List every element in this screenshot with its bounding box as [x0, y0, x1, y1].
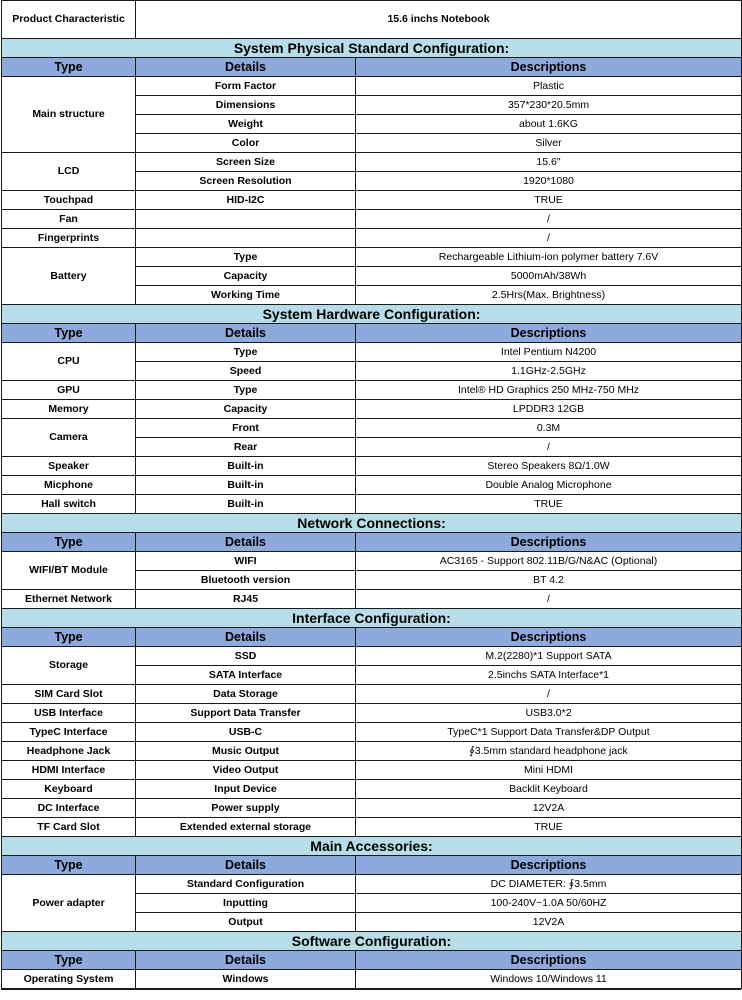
- type-cell-micphone: Micphone: [2, 476, 136, 495]
- detail-cell: Built-in: [136, 476, 356, 495]
- description-cell: 2.5Hrs(Max. Brightness): [356, 286, 742, 305]
- description-cell: Rechargeable Lithium-ion polymer battery 7.6V: [356, 248, 742, 267]
- section-title-row: [2, 932, 742, 951]
- type-cell-keyboard: Keyboard: [2, 780, 136, 799]
- table-row: [2, 685, 742, 704]
- type-cell-hdmi-interface: HDMI Interface: [2, 761, 136, 780]
- detail-cell: Standard Configuration: [136, 875, 356, 894]
- detail-cell: Front: [136, 419, 356, 438]
- detail-cell: Form Factor: [136, 77, 356, 96]
- type-cell-operating-system: Operating System: [2, 970, 136, 989]
- type-cell-usb-interface: USB Interface: [2, 704, 136, 723]
- description-cell: 12V2A: [356, 799, 742, 818]
- description-cell: TRUE: [356, 818, 742, 837]
- type-cell-cpu: CPU: [2, 343, 136, 381]
- detail-cell: Windows: [136, 970, 356, 989]
- type-cell-fingerprints: Fingerprints: [2, 229, 136, 248]
- table-row: [2, 647, 742, 666]
- detail-cell: Type: [136, 343, 356, 362]
- detail-cell: Built-in: [136, 457, 356, 476]
- detail-cell: HID-I2C: [136, 191, 356, 210]
- type-cell-power-adapter: Power adapter: [2, 875, 136, 932]
- description-cell: 100-240V~1.0A 50/60HZ: [356, 894, 742, 913]
- type-cell-lcd: LCD: [2, 153, 136, 191]
- section-title-row: [2, 305, 742, 324]
- type-cell-memory: Memory: [2, 400, 136, 419]
- detail-cell: Rear: [136, 438, 356, 457]
- type-cell-sim-card-slot: SIM Card Slot: [2, 685, 136, 704]
- detail-cell: Type: [136, 248, 356, 267]
- table-row: [2, 343, 742, 362]
- detail-cell: Screen Size: [136, 153, 356, 172]
- column-header-descriptions: Descriptions: [356, 856, 742, 875]
- column-header-descriptions: Descriptions: [356, 533, 742, 552]
- description-cell: 0.3M: [356, 419, 742, 438]
- detail-cell: Screen Resolution: [136, 172, 356, 191]
- description-cell: Windows 10/Windows 11: [356, 970, 742, 989]
- detail-cell: SSD: [136, 647, 356, 666]
- description-cell: USB3.0*2: [356, 704, 742, 723]
- description-cell: 357*230*20.5mm: [356, 96, 742, 115]
- description-cell: LPDDR3 12GB: [356, 400, 742, 419]
- table-row: [2, 704, 742, 723]
- column-header-type: Type: [2, 533, 136, 552]
- type-cell-wifi-bt-module: WIFI/BT Module: [2, 552, 136, 590]
- column-header-row: [2, 324, 742, 343]
- table-row: [2, 970, 742, 989]
- description-cell: M.2(2280)*1 Support SATA: [356, 647, 742, 666]
- table-row: [2, 210, 742, 229]
- type-cell-main-structure: Main structure: [2, 77, 136, 153]
- type-cell-speaker: Speaker: [2, 457, 136, 476]
- description-cell: 15.6": [356, 153, 742, 172]
- detail-cell: Speed: [136, 362, 356, 381]
- section-title-row: [2, 39, 742, 58]
- detail-cell: WIFI: [136, 552, 356, 571]
- table-row: [2, 400, 742, 419]
- product-row: [2, 1, 742, 39]
- column-header-type: Type: [2, 324, 136, 343]
- description-cell: /: [356, 438, 742, 457]
- detail-cell: Bluetooth version: [136, 571, 356, 590]
- type-cell-battery: Battery: [2, 248, 136, 305]
- column-header-details: Details: [136, 628, 356, 647]
- type-cell-storage: Storage: [2, 647, 136, 685]
- detail-cell: USB-C: [136, 723, 356, 742]
- column-header-type: Type: [2, 628, 136, 647]
- section-title-row: [2, 609, 742, 628]
- table-row: [2, 153, 742, 172]
- column-header-descriptions: Descriptions: [356, 324, 742, 343]
- detail-cell: Output: [136, 913, 356, 932]
- table-row: [2, 476, 742, 495]
- description-cell: 12V2A: [356, 913, 742, 932]
- column-header-row: [2, 58, 742, 77]
- detail-cell: [136, 229, 356, 248]
- table-row: [2, 590, 742, 609]
- table-row: [2, 191, 742, 210]
- description-cell: BT 4.2: [356, 571, 742, 590]
- column-header-row: [2, 856, 742, 875]
- column-header-details: Details: [136, 951, 356, 970]
- table-row: [2, 229, 742, 248]
- type-cell-dc-interface: DC Interface: [2, 799, 136, 818]
- column-header-type: Type: [2, 951, 136, 970]
- description-cell: /: [356, 685, 742, 704]
- detail-cell: Weight: [136, 115, 356, 134]
- description-cell: Intel® HD Graphics 250 MHz-750 MHz: [356, 381, 742, 400]
- table-row: [2, 77, 742, 96]
- table-row: [2, 818, 742, 837]
- detail-cell: [136, 210, 356, 229]
- detail-cell: Video Output: [136, 761, 356, 780]
- description-cell: TRUE: [356, 495, 742, 514]
- column-header-descriptions: Descriptions: [356, 58, 742, 77]
- description-cell: /: [356, 590, 742, 609]
- product-characteristic-label: Product Characteristic: [2, 1, 136, 39]
- type-cell-tf-card-slot: TF Card Slot: [2, 818, 136, 837]
- detail-cell: Color: [136, 134, 356, 153]
- column-header-descriptions: Descriptions: [356, 951, 742, 970]
- detail-cell: Built-in: [136, 495, 356, 514]
- column-header-details: Details: [136, 856, 356, 875]
- detail-cell: Dimensions: [136, 96, 356, 115]
- description-cell: 1.1GHz-2.5GHz: [356, 362, 742, 381]
- description-cell: /: [356, 229, 742, 248]
- detail-cell: Capacity: [136, 400, 356, 419]
- description-cell: Silver: [356, 134, 742, 153]
- type-cell-ethernet-network: Ethernet Network: [2, 590, 136, 609]
- section-title: Software Configuration:: [2, 932, 742, 951]
- description-cell: Double Analog Microphone: [356, 476, 742, 495]
- table-row: [2, 875, 742, 894]
- detail-cell: Type: [136, 381, 356, 400]
- table-row: [2, 248, 742, 267]
- detail-cell: Power supply: [136, 799, 356, 818]
- section-title-row: [2, 514, 742, 533]
- description-cell: 5000mAh/38Wh: [356, 267, 742, 286]
- description-cell: DC DIAMETER: ∮3.5mm: [356, 875, 742, 894]
- detail-cell: Music Output: [136, 742, 356, 761]
- description-cell: /: [356, 210, 742, 229]
- table-row: [2, 723, 742, 742]
- column-header-row: [2, 628, 742, 647]
- column-header-details: Details: [136, 58, 356, 77]
- description-cell: AC3165 - Support 802.11B/G/N&AC (Optional): [356, 552, 742, 571]
- detail-cell: Extended external storage: [136, 818, 356, 837]
- table-row: [2, 742, 742, 761]
- spec-table: [1, 0, 742, 989]
- section-title-row: [2, 837, 742, 856]
- detail-cell: Working Time: [136, 286, 356, 305]
- description-cell: Mini HDMI: [356, 761, 742, 780]
- detail-cell: RJ45: [136, 590, 356, 609]
- type-cell-typec-interface: TypeC Interface: [2, 723, 136, 742]
- description-cell: TypeC*1 Support Data Transfer&DP Output: [356, 723, 742, 742]
- section-title: Main Accessories:: [2, 837, 742, 856]
- table-row: [2, 419, 742, 438]
- detail-cell: Inputting: [136, 894, 356, 913]
- type-cell-hall-switch: Hall switch: [2, 495, 136, 514]
- column-header-details: Details: [136, 324, 356, 343]
- detail-cell: Support Data Transfer: [136, 704, 356, 723]
- type-cell-fan: Fan: [2, 210, 136, 229]
- column-header-type: Type: [2, 58, 136, 77]
- description-cell: about 1.6KG: [356, 115, 742, 134]
- product-characteristic-value: 15.6 inchs Notebook: [136, 1, 742, 39]
- section-title: System Physical Standard Configuration:: [2, 39, 742, 58]
- column-header-type: Type: [2, 856, 136, 875]
- description-cell: ∮3.5mm standard headphone jack: [356, 742, 742, 761]
- detail-cell: SATA Interface: [136, 666, 356, 685]
- table-row: [2, 799, 742, 818]
- detail-cell: Data Storage: [136, 685, 356, 704]
- type-cell-touchpad: Touchpad: [2, 191, 136, 210]
- table-row: [2, 495, 742, 514]
- detail-cell: Capacity: [136, 267, 356, 286]
- bottom-rule: [1, 989, 741, 990]
- description-cell: 1920*1080: [356, 172, 742, 191]
- description-cell: Stereo Speakers 8Ω/1.0W: [356, 457, 742, 476]
- section-title: Network Connections:: [2, 514, 742, 533]
- type-cell-gpu: GPU: [2, 381, 136, 400]
- column-header-descriptions: Descriptions: [356, 628, 742, 647]
- table-row: [2, 457, 742, 476]
- section-title: System Hardware Configuration:: [2, 305, 742, 324]
- table-row: [2, 381, 742, 400]
- table-row: [2, 761, 742, 780]
- description-cell: 2.5inchs SATA Interface*1: [356, 666, 742, 685]
- description-cell: Intel Pentium N4200: [356, 343, 742, 362]
- table-row: [2, 552, 742, 571]
- column-header-details: Details: [136, 533, 356, 552]
- type-cell-headphone-jack: Headphone Jack: [2, 742, 136, 761]
- column-header-row: [2, 951, 742, 970]
- description-cell: TRUE: [356, 191, 742, 210]
- description-cell: Backlit Keyboard: [356, 780, 742, 799]
- section-title: Interface Configuration:: [2, 609, 742, 628]
- detail-cell: Input Device: [136, 780, 356, 799]
- type-cell-camera: Camera: [2, 419, 136, 457]
- description-cell: Plastic: [356, 77, 742, 96]
- table-row: [2, 780, 742, 799]
- column-header-row: [2, 533, 742, 552]
